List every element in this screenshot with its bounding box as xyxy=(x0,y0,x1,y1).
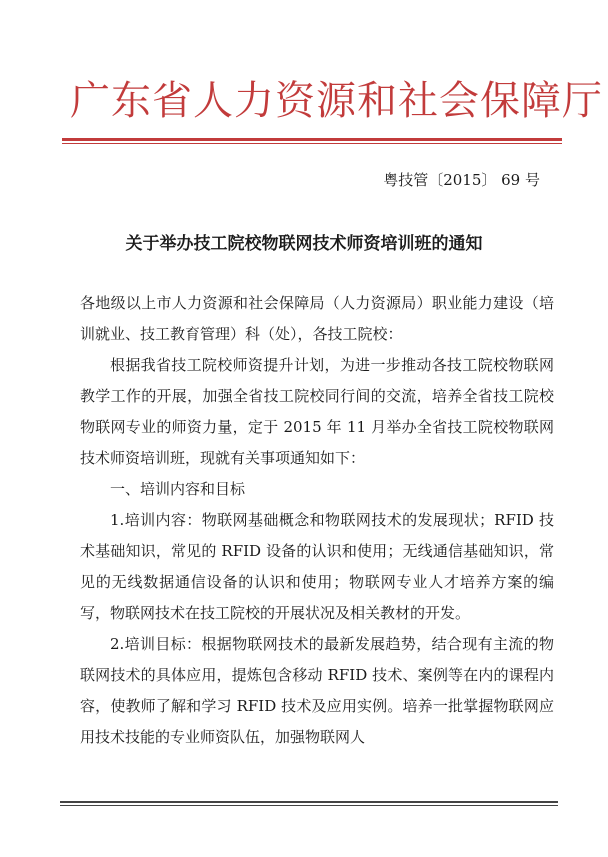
training-content-paragraph: 1.培训内容：物联网基础概念和物联网技术的发展现状；RFID 技术基础知识，常见的 RFID 设备的认识和使用；无线通信基础知识，常见的无线数据通信设备的认识和使用；物联网专业人才培养方案的编写，物联网技术在技工院校的开展状况及相关教材的开发。 xyxy=(80,511,554,622)
letterhead xyxy=(70,76,603,142)
addressee-paragraph: 各地级以上市人力资源和社会保障局（人力资源局）职业能力建设（培训就业、技工教育管理）科（处），各技工院校： xyxy=(80,294,554,343)
footer-rule-thick xyxy=(60,801,558,803)
document-body xyxy=(80,288,554,753)
document-title: 关于举办技工院校物联网技术师资培训班的通知 xyxy=(125,234,483,254)
section-heading: 一、培训内容和目标 xyxy=(110,480,246,498)
training-goal-paragraph: 2.培训目标：根据物联网技术的最新发展趋势，结合现有主流的物联网技术的具体应用，提炼包含移动 RFID 技术、案例等在内的课程内容，使教师了解和学习 RFID 技术及应用实例。培养一批掌握物联网应用技术技能的专业师资队伍，加强物联网人 xyxy=(80,635,554,746)
intro-paragraph: 根据我省技工院校师资提升计划，为进一步推动各技工院校物联网教学工作的开展，加强全省技工院校同行间的交流，培养全省技工院校物联网专业的师资力量，定于 2015 年 11 月举办全省技工院校物联网技术师资培训班，现就有关事项通知如下： xyxy=(80,356,554,467)
letterhead-title: 广东省人力资源和社会保障厅 xyxy=(70,78,603,124)
header-rule-thick xyxy=(62,138,562,141)
header-rule-thin xyxy=(62,143,562,144)
footer-rule-thin xyxy=(60,805,558,806)
document-number: 粤技管〔2015〕 69 号 xyxy=(383,171,540,189)
